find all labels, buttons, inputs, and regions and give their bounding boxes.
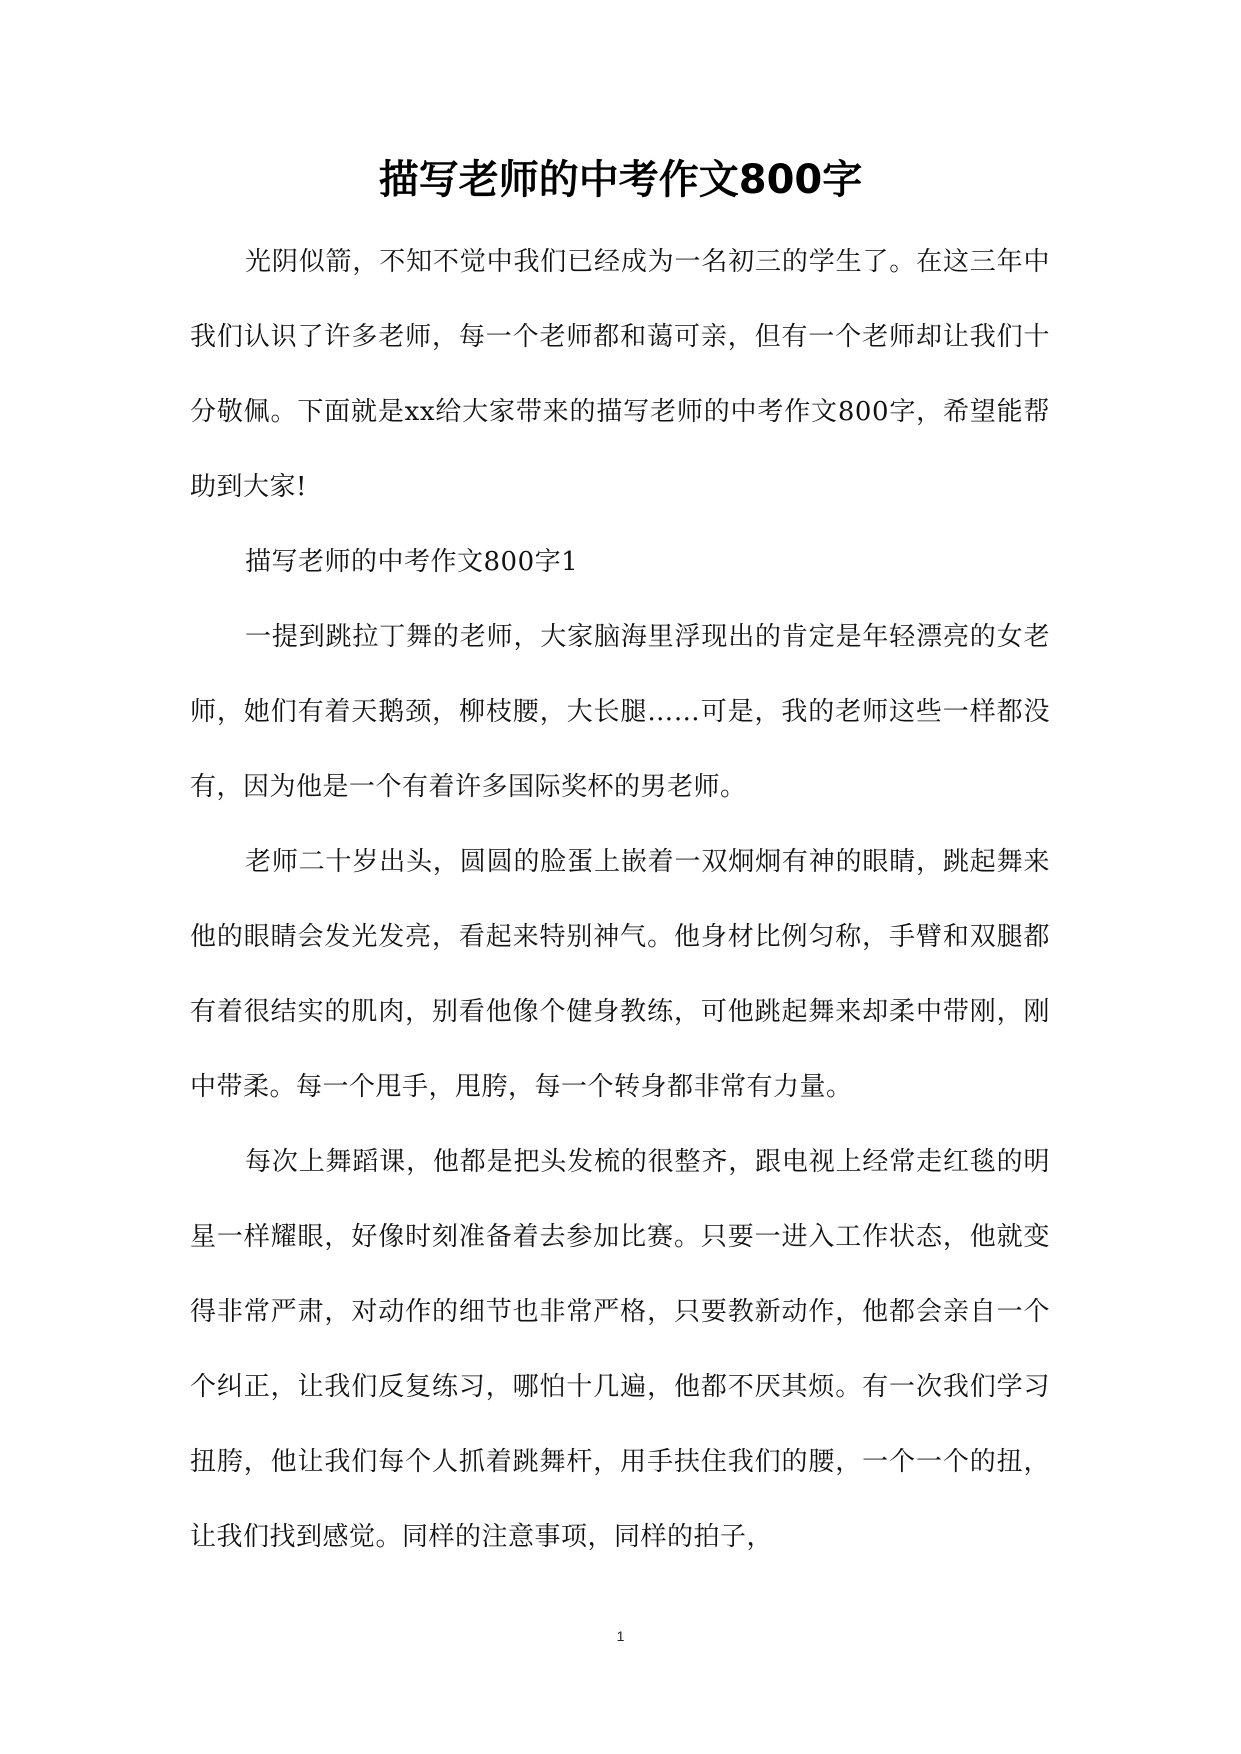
paragraph: 每次上舞蹈课，他都是把头发梳的很整齐，跟电视上经常走红毯的明星一样耀眼，好像时刻准备着去参加比赛。只要一进入工作状态，他就变得非常严肃，对动作的细节也非常严格，只要教新动作，他都会亲自一个个纠正，让我们反复练习，哪怕十几遍，他都不厌其烦。有一次我们学习扭胯，他让我们每个人抓着跳舞杆，用手扶住我们的腰，一个一个的扭，让我们找到感觉。同样的注意事项，同样的拍子， (190, 1147, 1050, 1552)
document-body (190, 225, 1050, 1575)
paragraph-intro: 光阴似箭，不知不觉中我们已经成为一名初三的学生了。在这三年中我们认识了许多老师，每一个老师都和蔼可亲，但有一个老师却让我们十分敬佩。下面就是xx给大家带来的描写老师的中考作文800字，希望能帮助到大家! (190, 247, 1050, 502)
paragraph: 老师二十岁出头，圆圆的脸蛋上嵌着一双炯炯有神的眼睛，跳起舞来他的眼睛会发光发亮，看起来特别神气。他身材比例匀称，手臂和双腿都有着很结实的肌肉，别看他像个健身教练，可他跳起舞来却柔中带刚，刚中带柔。每一个甩手，甩胯，每一个转身都非常有力量。 (190, 847, 1050, 1102)
document-title: 描写老师的中考作文800字 (378, 157, 863, 203)
page-number: 1 (616, 1628, 625, 1644)
paragraph: 一提到跳拉丁舞的老师，大家脑海里浮现出的肯定是年轻漂亮的女老师，她们有着天鹅颈，柳枝腰，大长腿……可是，我的老师这些一样都没有，因为他是一个有着许多国际奖杯的男老师。 (190, 622, 1050, 802)
section-heading: 描写老师的中考作文800字1 (245, 547, 579, 577)
